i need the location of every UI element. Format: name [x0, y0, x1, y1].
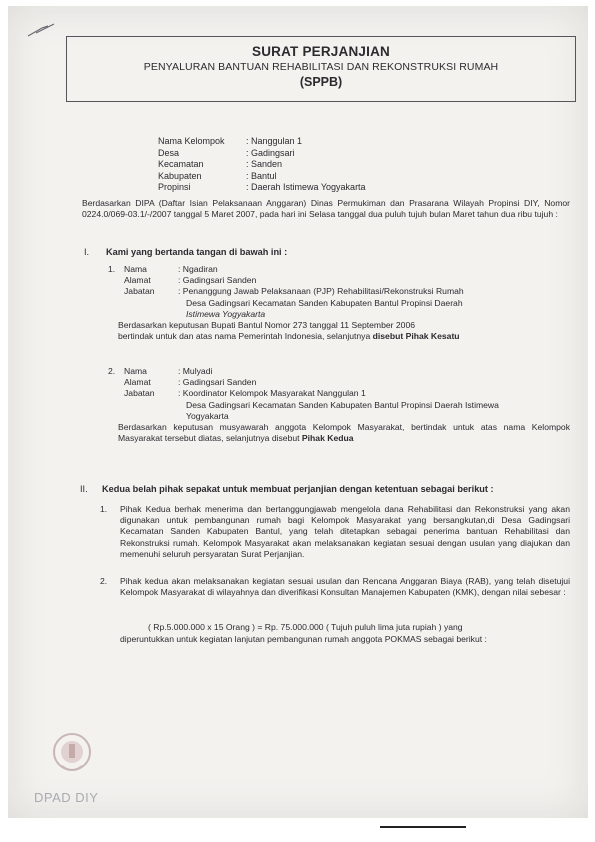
group-info [158, 136, 366, 194]
watermark: DPAD DIY [34, 790, 99, 805]
info-row [158, 136, 366, 148]
rab-amount: ( Rp.5.000.000 x 15 Orang ) = Rp. 75.000.000 ( Tujuh puluh lima juta rupiah ) yang [148, 622, 463, 632]
party-position-cont: Istimewa Yogyakarta [186, 308, 266, 319]
party-basis: Berdasarkan keputusan Bupati Bantul Nomor 273 tanggal 11 September 2006 [118, 320, 416, 331]
section-title: Kami yang bertanda tangan di bawah ini : [106, 247, 288, 257]
field-label: Nama [124, 366, 147, 376]
item-text: Pihak Kedua berhak menerima dan bertanggungjawab mengelola dana Rehabilitasi dan Rekonstruksi yang akan digunakan untuk pembangunan rumah bagi Kelompok Masyarakat yang bersangkutan,di Desa Gadingsari Kecamatan Sanden Kabupaten Bantul, yang telah ditetapkan sebagai penerima bantuan Rehabilitasi dan Rekonstruksi rumah. Kelompok Masyarakat akan melaksanakan kegiatan sesuai dengan usulan yang diajukan dan memenuhi seluruh persyaratan Surat Perjanjian. [120, 504, 570, 559]
party-designation: disebut Pihak Kesatu [372, 331, 460, 342]
section-2-heading [80, 484, 494, 494]
party-position-cont: Desa Gadingsari Kecamatan Sanden Kabupaten Bantul Propinsi Daerah [186, 297, 463, 308]
section-title: Kedua belah pihak sepakat untuk membuat perjanjian dengan ketentuan sebagai berikut : [102, 484, 494, 494]
info-label: Nama Kelompok [158, 136, 225, 146]
party-position: : Penanggung Jawab Pelaksanaan (PJP) Rehabilitasi/Rekonstruksi Rumah [178, 286, 464, 297]
section-number: I. [84, 247, 90, 257]
party-basis: Berdasarkan keputusan musyawarah anggota Kelompok Masyarakat, bertindak untuk atas nama Kelompok Masyarakat tersebut diatas, selanjutnya disebut Pihak Kedua [118, 422, 570, 444]
item-text: Pihak kedua akan melaksanakan kegiatan sesuai usulan dan Rencana Anggaran Biaya (RAB), yang telah disetujui Kelompok Masyarakat di wilayahnya dan diverifikasi Konsultan Manajemen Kabupaten (KMK), dengan nilai sebesar : [120, 576, 570, 598]
info-value: : Bantul [246, 170, 277, 181]
info-label: Desa [158, 147, 180, 158]
info-label: Propinsi [158, 182, 191, 193]
footer-line [380, 826, 466, 828]
party-number: 1. [108, 264, 116, 274]
info-row [158, 159, 366, 171]
item-number: 2. [100, 576, 108, 586]
document-subtitle: PENYALURAN BANTUAN REHABILITASI DAN REKONSTRUKSI RUMAH [143, 61, 499, 73]
party-1 [108, 264, 498, 342]
party-address: : Gadingsari Sanden [178, 275, 257, 286]
title-box [66, 36, 576, 102]
info-row [158, 182, 366, 194]
info-row [158, 148, 366, 160]
intro-paragraph: Berdasarkan DIPA (Daftar Isian Pelaksanaan Anggaran) Dinas Permukiman dan Prasarana Wilayah Propinsi DIY, Nomor 0224.0/069-03.1/-/2007 tanggal 5 Maret 2007, pada hari ini Selasa tanggal dua puluh tujuh bulan Maret tahun dua ribu tujuh : [82, 198, 570, 220]
info-value: : Sanden [246, 159, 283, 170]
agreement-item [100, 576, 570, 598]
field-label: Nama [124, 264, 147, 274]
item-number: 1. [100, 504, 108, 514]
info-value: : Gadingsari [246, 147, 295, 158]
party-2 [108, 366, 570, 444]
party-number: 2. [108, 366, 116, 376]
party-acting: bertindak untuk dan atas nama Pemerintah Indonesia, selanjutnya disebut Pihak Kesatu [118, 331, 460, 342]
document-code: (SPPB) [299, 75, 343, 89]
emblem-icon [50, 730, 94, 776]
info-value: : Nanggulan 1 [246, 136, 303, 146]
section-1-heading [84, 247, 287, 257]
party-position-cont: Desa Gadingsari Kecamatan Sanden Kabupaten Bantul Propinsi Daerah Istimewa [186, 399, 499, 410]
info-label: Kabupaten [158, 170, 202, 181]
info-label: Kecamatan [158, 159, 204, 170]
party-name: : Mulyadi [178, 366, 213, 376]
document-title: SURAT PERJANJIAN [252, 44, 390, 59]
info-row [158, 171, 366, 183]
party-name: : Ngadiran [178, 264, 218, 274]
party-position: : Koordinator Kelompok Masyarakat Nanggulan 1 [178, 388, 366, 399]
field-label: Alamat [124, 377, 151, 388]
agreement-item [100, 504, 570, 560]
field-label: Jabatan [124, 286, 155, 297]
field-label: Jabatan [124, 388, 155, 399]
party-designation: Pihak Kedua [301, 433, 354, 444]
rab-purpose: diperuntukkan untuk kegiatan lanjutan pembangunan rumah anggota POKMAS sebagai berikut : [120, 634, 487, 644]
pen-mark [26, 20, 66, 40]
party-address: : Gadingsari Sanden [178, 377, 257, 388]
party-position-cont: Yogyakarta [186, 410, 229, 421]
section-number: II. [80, 484, 88, 494]
field-label: Alamat [124, 275, 151, 286]
info-value: : Daerah Istimewa Yogyakarta [246, 182, 366, 193]
